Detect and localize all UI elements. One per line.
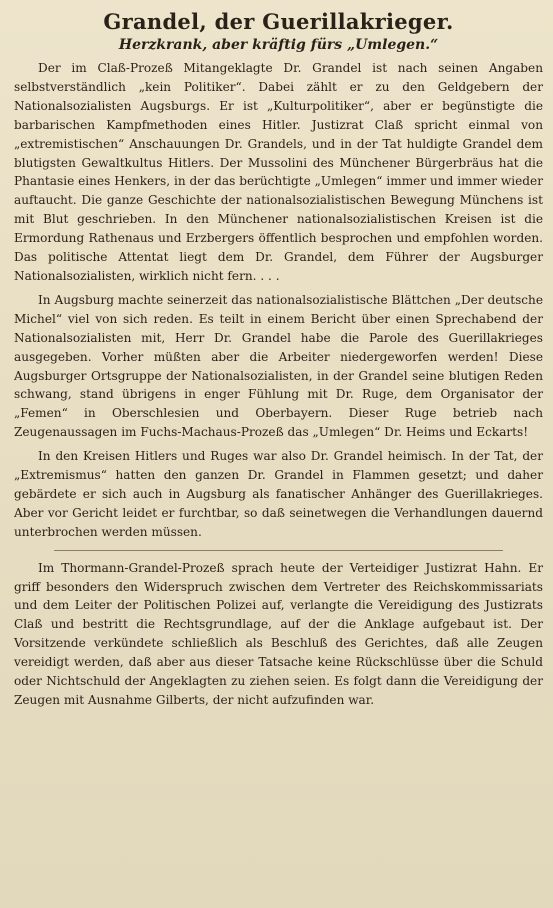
article-paragraph-2: In Augsburg machte seinerzeit das nationalsozialistische Blättchen „Der deutsche Michel“ viel von sich reden. Es teilt in einem Bericht über einen Sprechabend der Nationalsozialisten mit, Herr Dr. Grandel habe die Parole des Guerillakrieges ausgegeben. Vorher müßten aber die Arbeiter niedergeworfen werden! Diese Augsburger Ortsgruppe der Nationalsozialisten, in der Grandel seine blutigen Reden schwang, stand übrigens in enger Fühlung mit Dr. Ruge, dem Organisator der „Femen“ in Oberschlesien und Oberbayern. Dieser Ruge betrieb nach Zeugenaussagen im Fuchs-Machaus-Prozeß das „Umlegen“ Dr. Heims und Eckarts!	[14, 292, 543, 440]
article-subtitle: Herzkrank, aber kräftig fürs „Umlegen.“	[118, 37, 439, 53]
section-divider	[54, 550, 503, 551]
article-paragraph-3: In den Kreisen Hitlers und Ruges war also Dr. Grandel heimisch. In der Tat, der „Extremismus“ hatten den ganzen Dr. Grandel in Flammen gesetzt; und daher gebärdete er sich auch in Augsburg als fanatischer Anhänger des Guerillakrieges. Aber vor Gericht leidet er furchtbar, so daß seinetwegen die Verhandlungen dauernd unterbrochen werden müssen.	[14, 449, 543, 539]
article-paragraph-4: Im Thormann-Grandel-Prozeß sprach heute der Verteidiger Justizrat Hahn. Er griff besonders den Widerspruch zwischen dem Vertreter des Reichskommissariats und dem Leiter der Politischen Polizei auf, verlangte die Vereidigung des Justizrats Claß und bestritt die Rechtsgrundlage, auf der die Anklage aufgebaut ist. Der Vorsitzende verkündete schließlich als Beschluß des Gerichtes, daß alle Zeugen vereidigt werden, daß aber aus dieser Tatsache keine Rückschlüsse über die Schuld oder Nichtschuld der Angeklagten zu ziehen seien. Es folgt dann die Vereidigung der Zeugen mit Ausnahme Gilberts, der nicht aufzufinden war.	[14, 560, 543, 707]
article-paragraph-1: Der im Claß-Prozeß Mitangeklagte Dr. Grandel ist nach seinen Angaben selbstverständlich „kein Politiker“. Dabei zählt er zu den Geldgebern der Nationalsozialisten Augsburgs. Er ist „Kulturpolitiker“, aber er begünstigte die barbarischen Kampfmethoden eines Hitler. Justizrat Claß spricht einmal von „extremistischen“ Anschauungen Dr. Grandels, und in der Tat huldigte Grandel dem blutigsten Gewaltkultus Hitlers. Der Mussolini des Münchener Bürgerbräus hat die Phantasie eines Henkers, in der das berüchtigte „Umlegen“ immer und immer wieder auftaucht. Die ganze Geschichte der nationalsozialistischen Bewegung Münchens ist mit Blut geschrieben. In den Münchener nationalsozialistischen Kreisen ist die Ermordung Rathenaus und Erzbergers öffentlich besprochen und empfohlen worden. Das politische Attentat liegt dem Dr. Grandel, dem Führer der Augsburger Nationalsozialisten, wirklich nicht fern. . . .	[14, 61, 543, 283]
article-title: Grandel, der Guerillakrieger.	[103, 9, 454, 34]
